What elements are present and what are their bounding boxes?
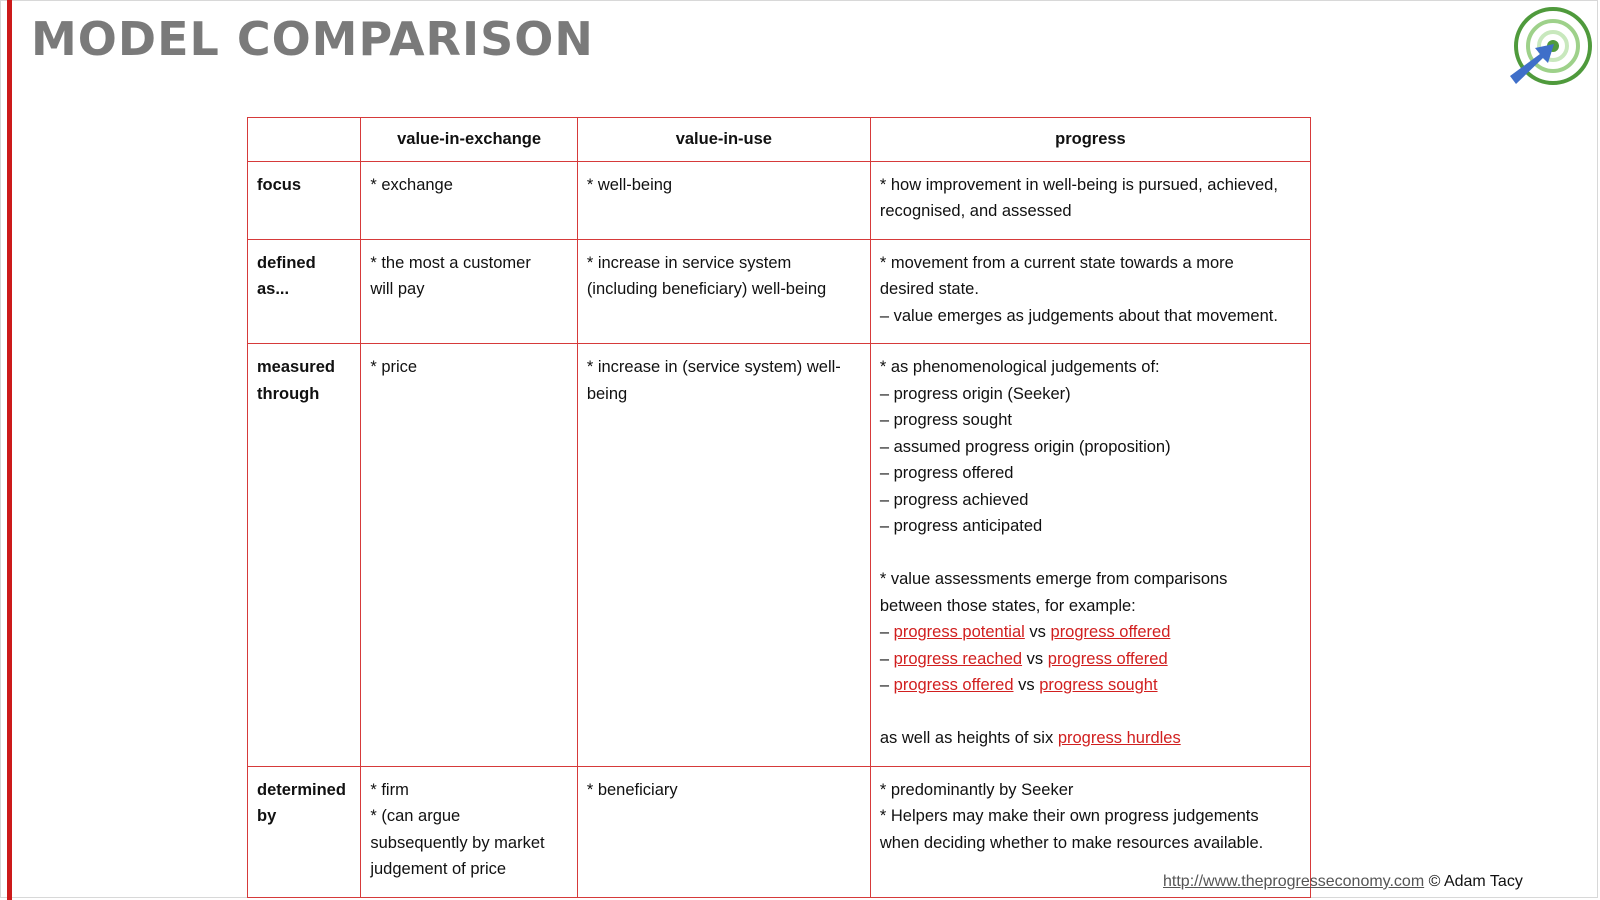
header-row [248, 118, 1311, 162]
link-progress-reached[interactable]: progress reached [893, 649, 1023, 668]
blank-line [880, 540, 1302, 567]
text-line: * as phenomenological judgements of: [879, 358, 1160, 376]
list-item: – progress sought [879, 411, 1012, 429]
cell-determined-exchange [361, 766, 577, 897]
text-line: when deciding whether to make resources available. [879, 833, 1264, 852]
text-line: being [586, 384, 628, 403]
text-line: subsequently by market [370, 833, 545, 852]
text-line: * how improvement in well-being is pursued, achieved, [879, 175, 1278, 194]
comparison-item [880, 619, 1302, 646]
text-line: recognised, and assessed [879, 202, 1072, 220]
comparison-item [880, 646, 1302, 673]
cell-defined-use [577, 239, 870, 344]
header-progress: progress [870, 118, 1310, 162]
text-line: * Helpers may make their own progress judgements [879, 807, 1259, 825]
header-empty [248, 118, 361, 162]
text-line: as... [257, 280, 290, 298]
vs-text: vs [1029, 623, 1046, 641]
text-line: desired state. [879, 280, 979, 298]
dash: – [879, 676, 890, 694]
text-line: between those states, for example: [879, 596, 1136, 615]
text-line: * value assessments emerge from comparisons [879, 570, 1228, 588]
hurdles-line [880, 725, 1302, 752]
text-line: will pay [370, 280, 425, 298]
cell-defined-progress [870, 239, 1310, 344]
text-line: * (can argue [370, 807, 461, 825]
cell-measured-progress [870, 344, 1310, 767]
vs-text: vs [1018, 676, 1035, 694]
text-line: * increase in service system [586, 253, 792, 272]
slide-title: MODEL COMPARISON [31, 12, 594, 66]
cell-focus-use: * well-being [577, 161, 870, 239]
text-line: * increase in (service system) well- [586, 358, 841, 376]
cell-measured-use [577, 344, 870, 767]
text-line: – value emerges as judgements about that movement. [879, 306, 1278, 325]
text-line: * the most a customer [370, 253, 531, 272]
list-item: – progress achieved [879, 490, 1029, 509]
cell-focus-progress [870, 161, 1310, 239]
link-progress-sought[interactable]: progress sought [1039, 676, 1158, 694]
table-row-defined [248, 239, 1311, 344]
cell-determined-use: * beneficiary [577, 766, 870, 897]
link-progress-offered[interactable]: progress offered [1047, 649, 1168, 668]
target-arrow-icon [1508, 6, 1594, 92]
comparison-table-container [247, 117, 1313, 878]
text-line: by [257, 807, 277, 825]
text-line: judgement of price [370, 860, 507, 878]
dash: – [879, 649, 890, 668]
dash: – [879, 623, 890, 641]
footer [1163, 873, 1523, 891]
blank-line [880, 699, 1302, 726]
header-value-in-exchange: value-in-exchange [361, 118, 577, 162]
comparison-item [880, 672, 1302, 699]
cell-measured-exchange: * price [361, 344, 577, 767]
table-row-measured [248, 344, 1311, 767]
list-item: – progress anticipated [879, 517, 1043, 535]
comparison-table [247, 117, 1311, 898]
text-line: through [257, 384, 320, 403]
copyright-text: © Adam Tacy [1428, 873, 1523, 890]
text-line: defined [257, 253, 316, 272]
text-line: * predominantly by Seeker [879, 780, 1074, 799]
vs-text: vs [1026, 649, 1044, 668]
list-item: – assumed progress origin (proposition) [879, 437, 1171, 456]
table-row-focus [248, 161, 1311, 239]
text-line: * firm [370, 780, 409, 799]
header-value-in-use: value-in-use [577, 118, 870, 162]
cell-focus-exchange: * exchange [361, 161, 577, 239]
row-label-focus: focus [248, 161, 361, 239]
text-line: determined [257, 780, 346, 799]
link-progress-potential[interactable]: progress potential [893, 623, 1025, 641]
accent-bar [7, 0, 12, 900]
text-line: (including beneficiary) well-being [586, 280, 827, 298]
website-link[interactable]: http://www.theprogresseconomy.com [1163, 873, 1425, 890]
row-label-determined [248, 766, 361, 897]
cell-defined-exchange [361, 239, 577, 344]
list-item: – progress origin (Seeker) [879, 384, 1071, 403]
link-progress-hurdles[interactable]: progress hurdles [1057, 729, 1181, 747]
table-row-determined [248, 766, 1311, 897]
list-item: – progress offered [879, 464, 1014, 482]
row-label-measured [248, 344, 361, 767]
text-line: measured [257, 358, 335, 376]
text-line: * movement from a current state towards a more [879, 253, 1234, 272]
link-progress-offered[interactable]: progress offered [893, 676, 1014, 694]
row-label-defined [248, 239, 361, 344]
link-progress-offered[interactable]: progress offered [1050, 623, 1171, 641]
hurdles-text: as well as heights of six [879, 729, 1054, 747]
